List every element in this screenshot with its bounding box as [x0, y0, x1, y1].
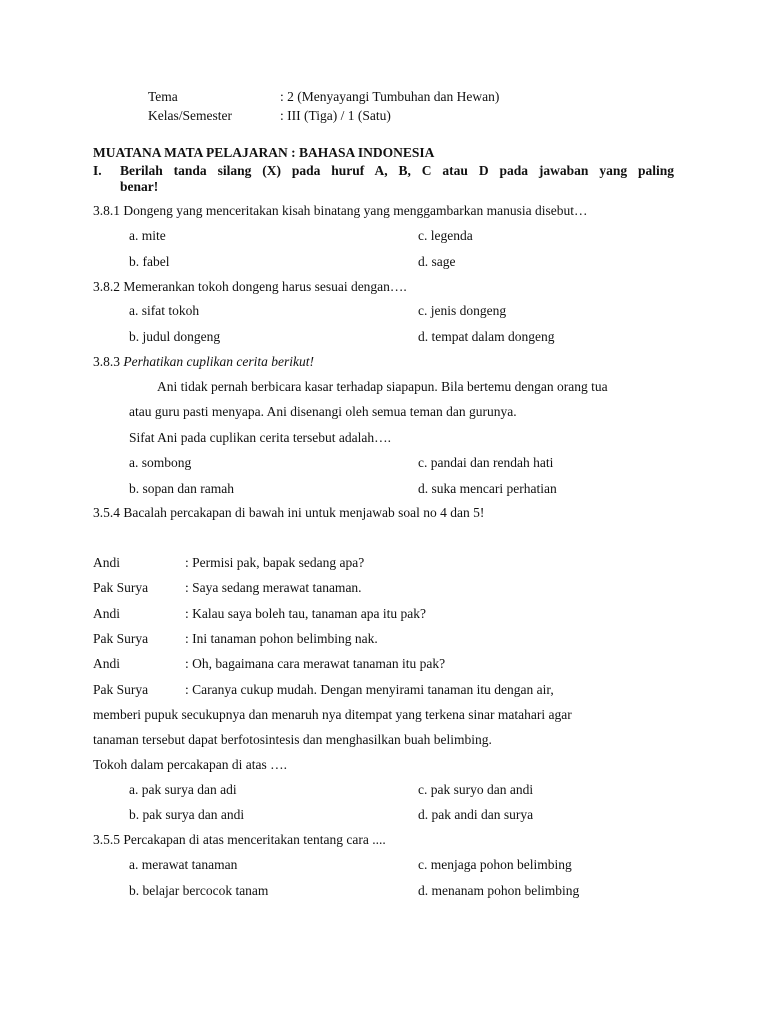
q1-option-c: c. legenda	[418, 228, 473, 243]
dialog-speaker: Pak Surya	[93, 631, 149, 646]
q5-option-d: d. menanam pohon belimbing	[418, 883, 580, 898]
kelas-label: Kelas/Semester	[148, 108, 232, 123]
q5-option-c: c. menjaga pohon belimbing	[418, 857, 572, 872]
dialog-line: : Oh, bagaimana cara merawat tanaman itu pak?	[185, 656, 446, 671]
dialog-speaker: Andi	[93, 606, 120, 621]
tema-value: : 2 (Menyayangi Tumbuhan dan Hewan)	[280, 89, 500, 104]
dialog-line: : Saya sedang merawat tanaman.	[185, 580, 362, 595]
dialog-continuation-1: memberi pupuk secukupnya dan menaruh nya ditempat yang terkena sinar matahari agar	[93, 707, 572, 722]
q1-option-d: d. sage	[418, 254, 456, 269]
q2-option-a: a. sifat tokoh	[129, 303, 200, 318]
q3-option-b: b. sopan dan ramah	[129, 481, 234, 496]
q5-option-b: b. belajar bercocok tanam	[129, 883, 269, 898]
dialog-speaker: Andi	[93, 656, 120, 671]
section-title: MUATANA MATA PELAJARAN : BAHASA INDONESIA	[93, 145, 435, 160]
instruction-number: I.	[93, 163, 102, 178]
question-3-8-1: 3.8.1 Dongeng yang menceritakan kisah binatang yang menggambarkan manusia disebut…	[93, 203, 588, 218]
q2-option-d: d. tempat dalam dongeng	[418, 329, 555, 344]
question-3-5-4-intro: 3.5.4 Bacalah percakapan di bawah ini untuk menjawab soal no 4 dan 5!	[93, 505, 485, 520]
q4-option-b: b. pak surya dan andi	[129, 807, 245, 822]
instruction-line1: Berilah tanda silang (X) pada huruf A, B, C atau D pada jawaban yang paling	[120, 163, 674, 178]
q4-option-a: a. pak surya dan adi	[129, 782, 237, 797]
dialog-line: : Caranya cukup mudah. Dengan menyirami tanaman itu dengan air,	[185, 682, 554, 697]
dialog-continuation-2: tanaman tersebut dapat berfotosintesis dan menghasilkan buah belimbing.	[93, 732, 492, 747]
question-3-8-2: 3.8.2 Memerankan tokoh dongeng harus sesuai dengan….	[93, 279, 407, 294]
q2-option-c: c. jenis dongeng	[418, 303, 507, 318]
q3-passage-line2: atau guru pasti menyapa. Ani disenangi oleh semua teman dan gurunya.	[129, 404, 517, 419]
q5-option-a: a. merawat tanaman	[129, 857, 238, 872]
tema-label: Tema	[148, 89, 178, 104]
dialog-speaker: Pak Surya	[93, 580, 149, 595]
q3-number: 3.8.3	[93, 354, 120, 369]
q3-prompt: Perhatikan cuplikan cerita berikut!	[123, 354, 314, 369]
dialog-line: : Ini tanaman pohon belimbing nak.	[185, 631, 378, 646]
dialog-speaker: Andi	[93, 555, 120, 570]
q3-option-a: a. sombong	[129, 455, 192, 470]
q4-option-d: d. pak andi dan surya	[418, 807, 534, 822]
dialog-line: : Kalau saya boleh tau, tanaman apa itu pak?	[185, 606, 427, 621]
q3-question: Sifat Ani pada cuplikan cerita tersebut adalah….	[129, 430, 392, 445]
question-3-8-3	[93, 354, 314, 370]
question-4: Tokoh dalam percakapan di atas ….	[93, 757, 287, 772]
q3-option-c: c. pandai dan rendah hati	[418, 455, 554, 470]
q1-option-a: a. mite	[129, 228, 166, 243]
dialog-line: : Permisi pak, bapak sedang apa?	[185, 555, 365, 570]
q3-option-d: d. suka mencari perhatian	[418, 481, 557, 496]
question-3-5-5: 3.5.5 Percakapan di atas menceritakan tentang cara ....	[93, 832, 386, 847]
kelas-value: : III (Tiga) / 1 (Satu)	[280, 108, 391, 123]
q1-option-b: b. fabel	[129, 254, 170, 269]
q3-passage-line1: Ani tidak pernah berbicara kasar terhadap siapapun. Bila bertemu dengan orang tua	[157, 379, 608, 394]
q4-option-c: c. pak suryo dan andi	[418, 782, 534, 797]
q2-option-b: b. judul dongeng	[129, 329, 221, 344]
dialog-speaker: Pak Surya	[93, 682, 149, 697]
instruction-line2: benar!	[120, 179, 159, 194]
